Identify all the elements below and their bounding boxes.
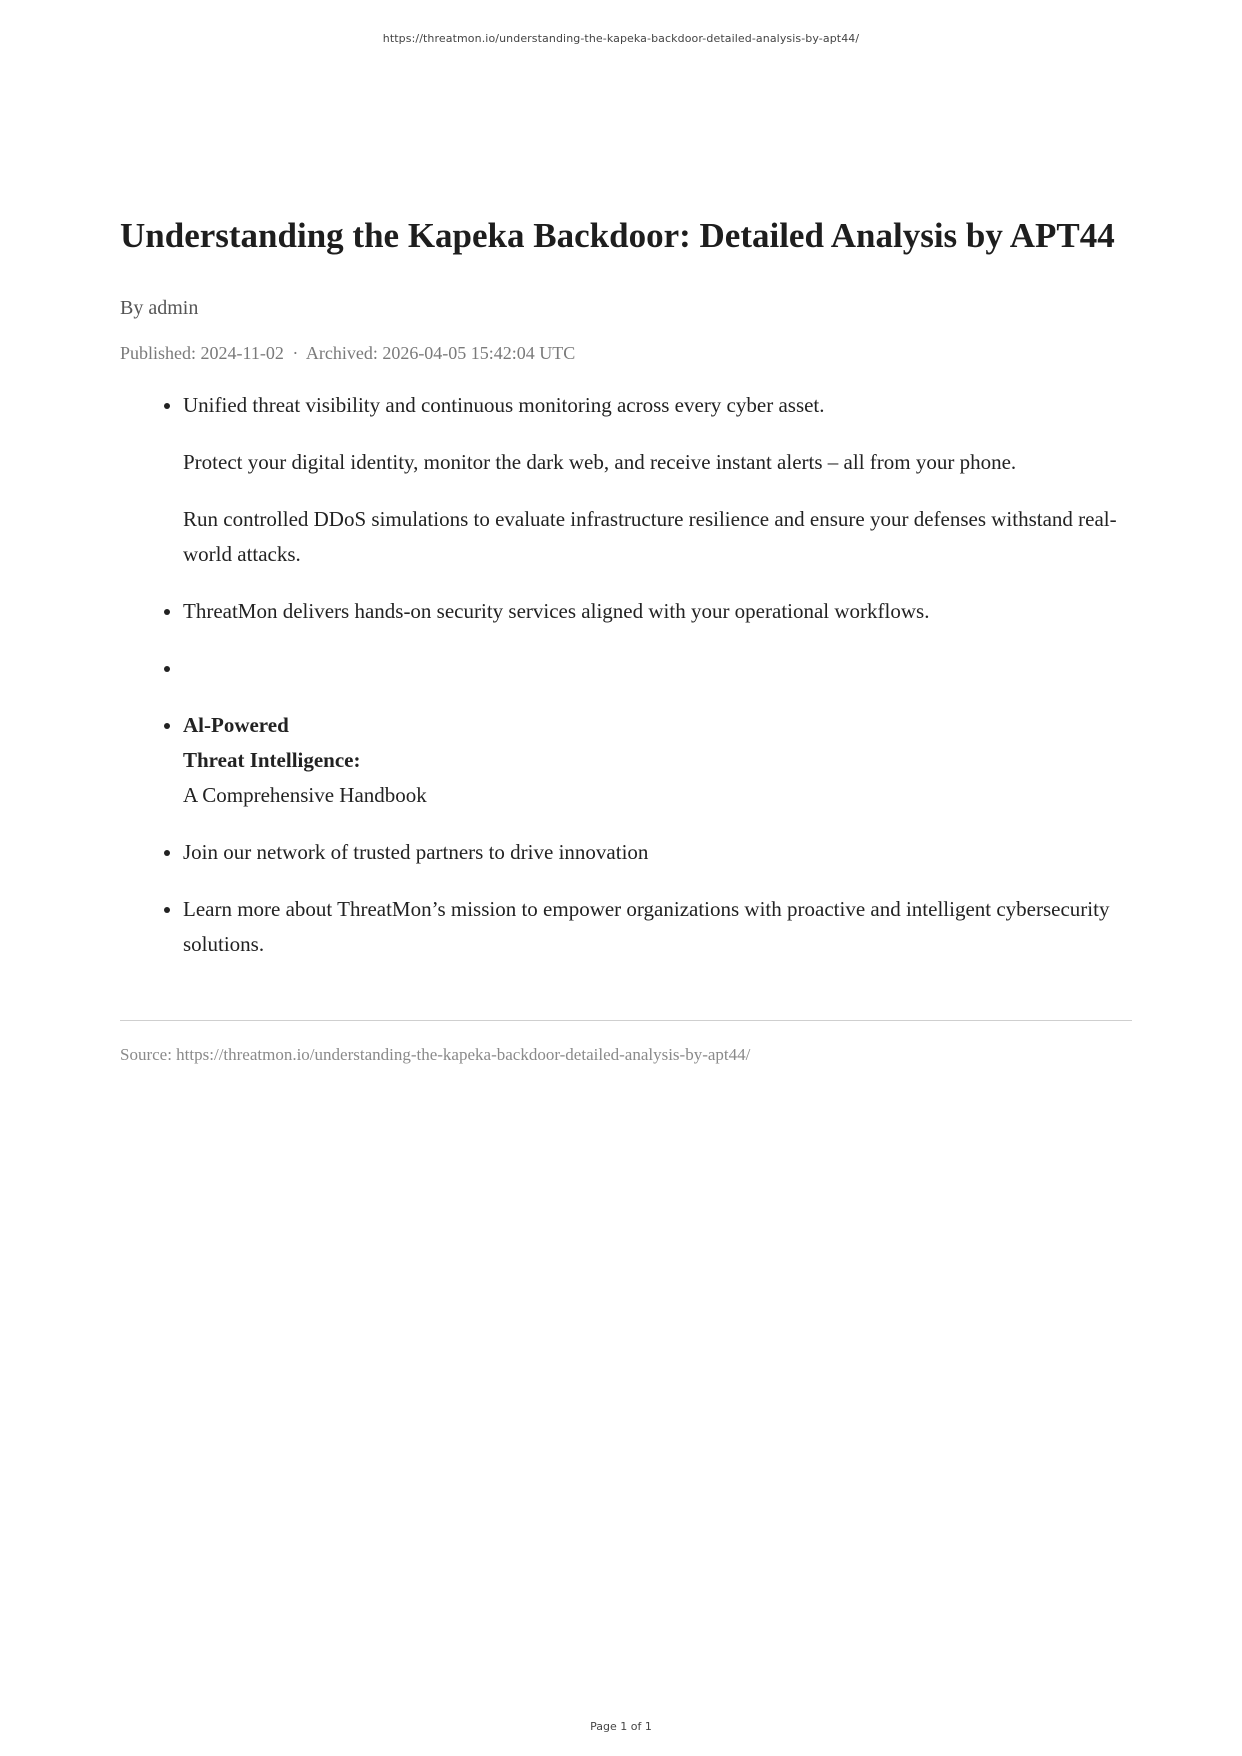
handbook-heading-line1: • Al-Powered — [183, 713, 289, 737]
list-item — [183, 835, 1132, 870]
article-title: Understanding the Kapeka Backdoor: Detailed Analysis by APT44 — [120, 216, 1115, 255]
article-body-list — [120, 388, 1132, 962]
list-item — [183, 388, 1132, 572]
list-item — [183, 594, 1132, 629]
list-item-text: • Unified threat visibility and continuous monitoring across every cyber asset. — [183, 393, 825, 417]
list-item-text: Protect your digital identity, monitor the dark web, and receive instant alerts – all from your phone. — [183, 450, 1017, 474]
list-item-text: Run controlled DDoS simulations to evaluate infrastructure resilience and ensure your defenses withstand real-world attacks. — [183, 507, 1117, 566]
archived-date: Archived: 2026-04-05 15:42:04 UTC — [305, 343, 576, 363]
meta-separator: · — [292, 343, 299, 363]
article-byline: By admin — [120, 297, 199, 319]
article-meta — [120, 340, 1132, 366]
list-item-empty — [183, 651, 1132, 686]
list-item-text: ThreatMon delivers hands-on security services aligned with your operational workflows. — [183, 599, 930, 623]
divider — [120, 1020, 1132, 1021]
page-number: Page 1 of 1 — [590, 1720, 652, 1733]
handbook-subtitle: A Comprehensive Handbook — [183, 783, 427, 807]
list-item-text: Learn more about ThreatMon’s mission to empower organizations with proactive and intelligent cybersecurity solutions. — [183, 897, 1110, 956]
source-line: Source: https://threatmon.io/understanding-the-kapeka-backdoor-detailed-analysis-by-apt44/ — [120, 1045, 751, 1064]
list-item-text: Join our network of trusted partners to drive innovation — [183, 840, 649, 864]
article — [120, 212, 1132, 1067]
published-date: Published: 2024-11-02 — [120, 343, 284, 363]
handbook-heading-line2: Threat Intelligence: — [183, 748, 361, 772]
page-header-url: https://threatmon.io/understanding-the-kapeka-backdoor-detailed-analysis-by-apt44/ — [382, 32, 860, 45]
list-item — [183, 708, 1132, 813]
list-item — [183, 892, 1132, 962]
